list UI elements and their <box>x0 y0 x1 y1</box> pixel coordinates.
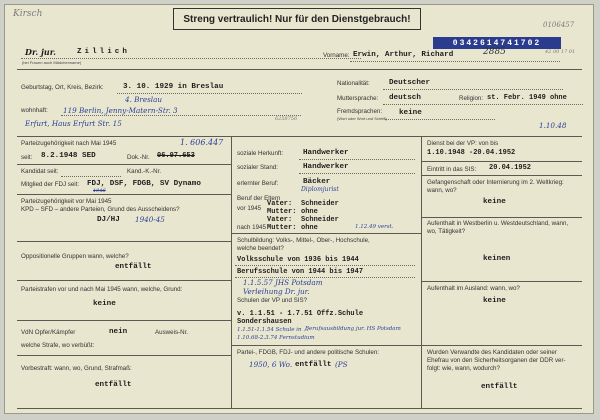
origin: Handwerker <box>303 149 349 157</box>
service-label: Dienst bei der VP: von bis <box>427 140 499 147</box>
birth-handwritten: 4. Breslau <box>125 95 163 104</box>
residence-small-number: 6258756 <box>275 116 298 122</box>
party-before: DJ/HJ <box>97 216 120 224</box>
personnel-card <box>4 4 594 414</box>
party-schools-label: Partei-, FDGB, FDJ- und andere politische Schulen: <box>237 349 380 356</box>
relatives: entfällt <box>481 383 518 391</box>
residence-label: wohnhaft: <box>21 107 48 114</box>
organizations: FDJ, DSF, FDGB, SV Dynamo <box>87 180 201 188</box>
name-note: (bei Frauen auch Mädchenname) <box>22 60 82 65</box>
nationality: Deutscher <box>389 79 431 87</box>
party-schools-handwritten: 1950, 6 Wo. <box>249 360 293 369</box>
relatives-label-3: folgt: wie, wann, wodurch? <box>427 365 500 372</box>
vp-school-2: Sondershausen <box>237 318 292 326</box>
party-since: 8.2.1948 SED <box>41 152 96 160</box>
mother-after: ohne <box>301 224 318 232</box>
father-before: Schneider <box>301 200 339 208</box>
mother-after-label: Mutter: <box>267 224 297 232</box>
persecution-label: welche Strafe, wo verbüßt: <box>21 342 95 349</box>
captivity: keine <box>483 198 506 206</box>
since-label: seit: <box>21 154 33 161</box>
before-1945-label: vor 1945 <box>237 205 262 212</box>
after-1945-label: nach 1945 <box>237 224 266 231</box>
date-handwritten: 1.10.48 <box>539 121 567 130</box>
vp-handwritten-3: Berufsausbildung jur. HS Potsdam <box>305 326 401 332</box>
vdn-label: VdN Opfer/Kämpfer <box>21 329 76 336</box>
party-schools: entfällt <box>295 361 332 369</box>
dok-number: 06.97.653 <box>157 152 195 160</box>
sis-entry-label: Eintritt in das SIS: <box>427 166 477 173</box>
vorname: Erwin, Arthur, Richard <box>353 51 454 59</box>
title-box <box>173 8 421 30</box>
school-handwritten-2: Verleihung Dr. jur. <box>243 287 310 296</box>
languages-note: (Wort oder Wort und Schrift) <box>337 116 387 121</box>
schooling-label-2: welche beendet? <box>237 245 284 252</box>
vp-school: v. 1.1.51 - 1.7.51 Offz.Schule <box>237 310 364 318</box>
profession: Bäcker <box>303 178 331 186</box>
west-stay: keinen <box>483 255 511 263</box>
west-stay-label-2: wo, Tätigkeit? <box>427 228 466 235</box>
penalties: keine <box>93 300 116 308</box>
party-before-label: Parteizugehörigkeit vor Mai 1945 <box>21 198 112 205</box>
vp-handwritten-2: 1.10.68-2.3.74 Fernstudium <box>237 335 315 341</box>
pencil-number-small: 42 00 17 01 <box>545 49 576 55</box>
residence-handwritten: 119 Berlin, Jenny-Matern-Str. 3 <box>63 106 178 115</box>
school-handwritten-1: 1.1.5.57 JHS Potsdam <box>243 278 323 287</box>
birth-label: Geburtstag, Ort, Kreis, Bezirk: <box>21 84 104 91</box>
captivity-label-2: wann, wo? <box>427 187 457 194</box>
vp-schools-label: Schulen der VP und SIS? <box>237 297 308 304</box>
social-status: Handwerker <box>303 163 349 171</box>
party-before-label-2: KPD – SFD – andere Parteien, Grund des Ausscheidens? <box>21 206 180 213</box>
candidate-card-label: Kand.-K.-Nr. <box>127 168 162 175</box>
surname: Zillich <box>77 48 130 56</box>
mother-tongue: deutsch <box>389 94 421 102</box>
profession-handwritten: Diplomjurist <box>301 186 339 193</box>
card-number: 0342614741702 <box>452 38 542 48</box>
mother-tongue-label: Muttersprache: <box>337 95 379 102</box>
ausweis-label: Ausweis-Nr. <box>155 329 189 336</box>
party-schools-handwritten-2: (PS <box>335 360 348 369</box>
fdj-label: Mitglied der FDJ seit: <box>21 181 80 188</box>
vorname-label: Vorname: <box>323 52 350 59</box>
relatives-label-2: Ehefrau von den Sicherheitsorganen der DDR ver- <box>427 357 566 364</box>
origin-label: soziale Herkunft: <box>237 150 284 157</box>
father-after: Schneider <box>301 216 339 224</box>
sis-entry: 20.04.1952 <box>489 164 532 172</box>
party-after-handwritten: 1. 606.447 <box>180 138 224 147</box>
birth-value: 3. 10. 1929 in Breslau <box>123 83 224 91</box>
languages: keine <box>399 109 422 117</box>
schooling-label: Schulbildung: Volks-, Mittel-, Ober-, Hochschule, <box>237 237 370 244</box>
party-after-label: Parteizugehörigkeit nach Mai 1945 <box>21 140 117 147</box>
opposition: entfällt <box>115 263 152 271</box>
party-before-handwritten: 1940-45 <box>135 215 165 224</box>
school-1: Volksschule von 1936 bis 1944 <box>237 256 359 264</box>
status-label: sozialer Stand: <box>237 164 278 171</box>
religion-label: Religion: <box>459 95 484 102</box>
abroad: keine <box>483 297 506 305</box>
parents-label: Beruf der Eltern <box>237 195 281 202</box>
dok-label: Dok.-Nr. <box>127 154 150 161</box>
criminal-record: entfällt <box>95 381 132 389</box>
academic-title: Dr. jur. <box>25 47 56 57</box>
father-before-label: Vater: <box>267 200 293 208</box>
profession-label: erlernter Beruf: <box>237 180 279 187</box>
religion: st. Febr. 1949 ohne <box>487 94 567 102</box>
opposition-label: Oppositionelle Gruppen wann, welche? <box>21 253 129 260</box>
relatives-label: Wurden Verwandte des Kandidaten oder seiner <box>427 349 557 356</box>
west-stay-label: Aufenthalt in Westberlin u. Westdeutschland, wann, <box>427 220 569 227</box>
pencil-number-top: 0106457 <box>543 21 575 29</box>
corner-stamp: Kirsch <box>13 9 43 19</box>
card-title: Streng vertraulich! Nur für den Dienstgebrauch! <box>183 14 411 25</box>
parents-handwritten: 1.12.49 verst. <box>355 224 394 230</box>
residence-handwritten-2: Erfurt, Haus Erfurt Str. 15 <box>25 119 122 128</box>
vdn: nein <box>109 328 128 336</box>
father-after-label: Vater: <box>267 216 293 224</box>
mother-before: ohne <box>301 208 318 216</box>
criminal-record-label: Vorbestraft: wann, wo, Grund, Strafmaß: <box>21 365 132 372</box>
candidate-label: Kandidat seit: <box>21 168 59 175</box>
penalties-label: Parteistrafen vor und nach Mai 1945 wann, welche, Grund: <box>21 286 183 293</box>
mother-before-label: Mutter: <box>267 208 297 216</box>
captivity-label: Gefangenschaft oder Internierung im 2. Weltkrieg: <box>427 179 564 186</box>
nationality-label: Nationalität: <box>337 80 370 87</box>
languages-label: Fremdsprachen: <box>337 108 383 115</box>
annotation-number: 2885 <box>483 47 506 57</box>
vp-handwritten-1: 1.1.51-1.1.54 Schule in ... <box>237 327 309 333</box>
school-2: Berufsschule von 1944 bis 1947 <box>237 268 364 276</box>
abroad-label: Aufenthalt im Ausland: wann, wo? <box>427 285 520 292</box>
fdj-struck-year: 1946 <box>93 188 106 194</box>
service-dates: 1.10.1948 -20.04.1952 <box>427 149 516 157</box>
